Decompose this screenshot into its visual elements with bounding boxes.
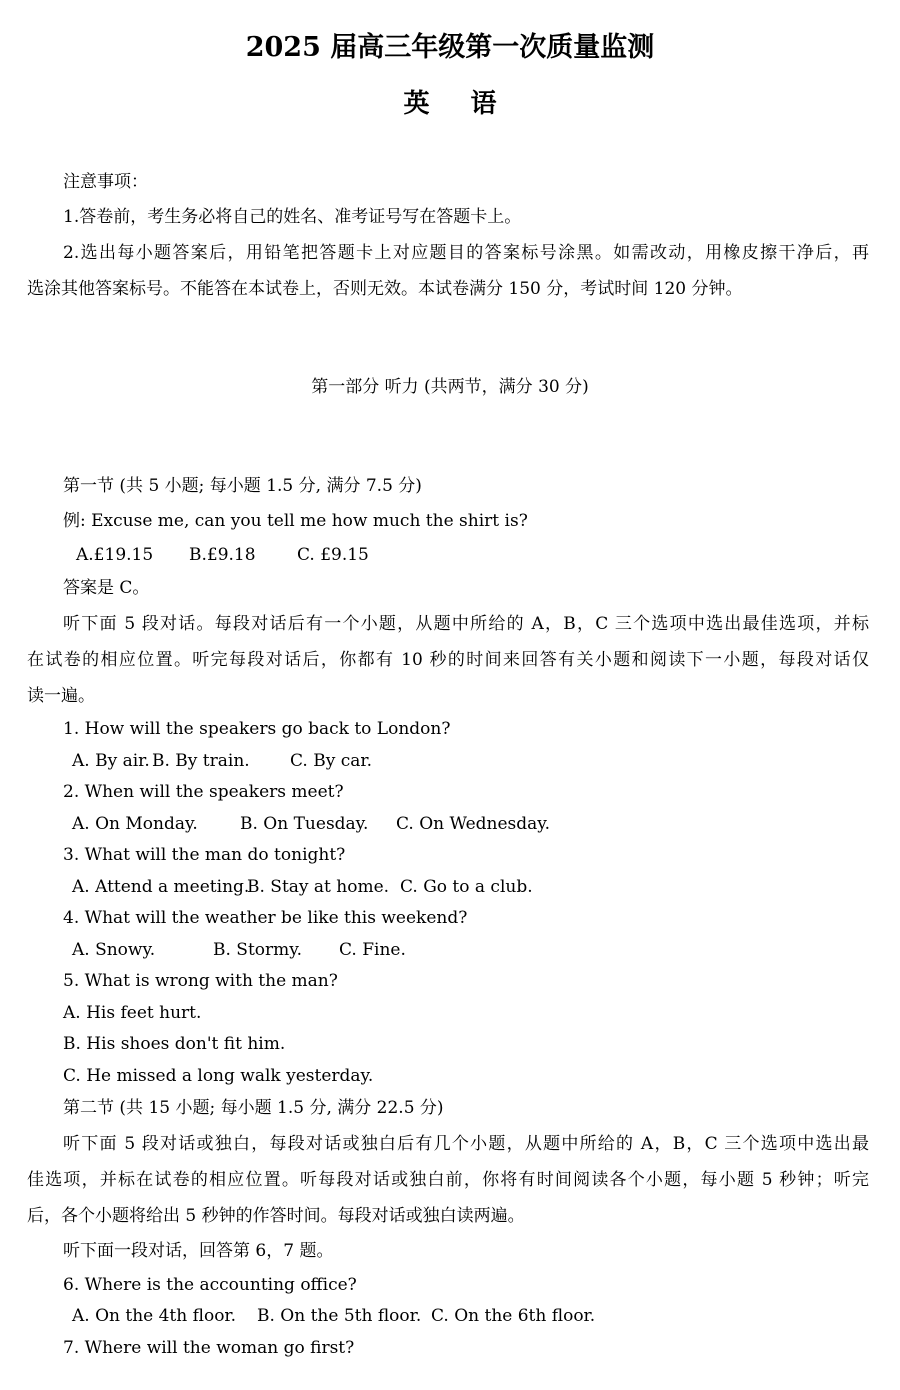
question-7: 7. Where will the woman go first? xyxy=(63,1338,355,1358)
question-3-options xyxy=(72,875,533,899)
notice-item-2-line-2: 选涂其他答案标号。不能答在本试卷上，否则无效。本试卷满分 150 分，考试时间 120 分钟。 xyxy=(27,279,743,299)
notice-item-2-line-1: 2.选出每小题答案后，用铅笔把答题卡上对应题目的答案标号涂黑。如需改动，用橡皮擦干净后，再 xyxy=(63,243,869,263)
question-5: 5. What is wrong with the man? xyxy=(63,971,338,991)
question-5-option-b: B. His shoes don't fit him. xyxy=(63,1034,286,1054)
option-b: B. Stay at home. xyxy=(247,877,390,897)
question-5-option-c: C. He missed a long walk yesterday. xyxy=(63,1066,374,1086)
option-b: B. On Tuesday. xyxy=(240,814,369,834)
example-question: 例: Excuse me, can you tell me how much the shirt is? xyxy=(63,511,528,531)
question-6: 6. Where is the accounting office? xyxy=(63,1275,357,1295)
question-2: 2. When will the speakers meet? xyxy=(63,782,344,802)
notice-item-1: 1.答卷前，考生务必将自己的姓名、准考证号写在答题卡上。 xyxy=(63,207,522,227)
question-3: 3. What will the man do tonight? xyxy=(63,845,346,865)
option-a: A. By air. xyxy=(72,751,150,771)
option-a: A. Snowy. xyxy=(72,940,156,960)
option-b: B. By train. xyxy=(152,751,250,771)
subject-title: 英 语 xyxy=(403,89,513,119)
section-2-instructions-line-1: 听下面 5 段对话或独白，每段对话或独白后有几个小题，从题中所给的 A，B，C 三个选项中选出最 xyxy=(63,1134,869,1154)
question-5-option-a: A. His feet hurt. xyxy=(63,1003,202,1023)
section-1-instructions-line-2: 在试卷的相应位置。听完每段对话后，你都有 10 秒的时间来回答有关小题和阅读下一小题，每段对话仅 xyxy=(27,650,869,670)
question-6-options xyxy=(72,1304,595,1328)
option-c: C. £9.15 xyxy=(297,545,369,565)
notice-heading: 注意事项： xyxy=(63,172,148,192)
option-a: A. Attend a meeting. xyxy=(72,877,250,897)
option-a: A. On the 4th floor. xyxy=(72,1306,237,1326)
section-2-instructions-line-3: 后，各个小题将给出 5 秒钟的作答时间。每段对话或独白读两遍。 xyxy=(27,1206,525,1226)
option-b: B. On the 5th floor. xyxy=(257,1306,422,1326)
option-c: C. On the 6th floor. xyxy=(431,1306,596,1326)
question-4-options xyxy=(72,938,406,962)
example-answer: 答案是 C。 xyxy=(63,578,150,598)
question-1-options xyxy=(72,749,372,773)
option-c: C. By car. xyxy=(290,751,373,771)
section-2-title: 第二节 (共 15 小题; 每小题 1.5 分, 满分 22.5 分) xyxy=(63,1098,444,1118)
section-2-lead: 听下面一段对话，回答第 6，7 题。 xyxy=(63,1241,334,1261)
section-1-instructions-line-3: 读一遍。 xyxy=(27,686,95,706)
section-2-instructions-line-2: 佳选项，并标在试卷的相应位置。听每段对话或独白前，你将有时间阅读各个小题，每小题 5 秒钟；听完 xyxy=(27,1170,869,1190)
option-c: C. Fine. xyxy=(339,940,406,960)
option-b: B.£9.18 xyxy=(189,545,256,565)
section-1-instructions-line-1: 听下面 5 段对话。每段对话后有一个小题，从题中所给的 A，B，C 三个选项中选出最佳选项，并标 xyxy=(63,614,869,634)
question-2-options xyxy=(72,812,550,836)
part-1-title: 第一部分 听力 (共两节，满分 30 分) xyxy=(311,377,589,397)
section-1-title: 第一节 (共 5 小题; 每小题 1.5 分, 满分 7.5 分) xyxy=(63,476,422,496)
option-c: C. On Wednesday. xyxy=(396,814,551,834)
option-a: A.£19.15 xyxy=(76,545,154,565)
question-4: 4. What will the weather be like this weekend? xyxy=(63,908,468,928)
option-b: B. Stormy. xyxy=(213,940,303,960)
question-1: 1. How will the speakers go back to London? xyxy=(63,719,451,739)
example-options xyxy=(76,543,369,567)
option-c: C. Go to a club. xyxy=(400,877,533,897)
option-a: A. On Monday. xyxy=(72,814,198,834)
exam-title: 2025 届高三年级第一次质量监测 xyxy=(245,32,655,63)
